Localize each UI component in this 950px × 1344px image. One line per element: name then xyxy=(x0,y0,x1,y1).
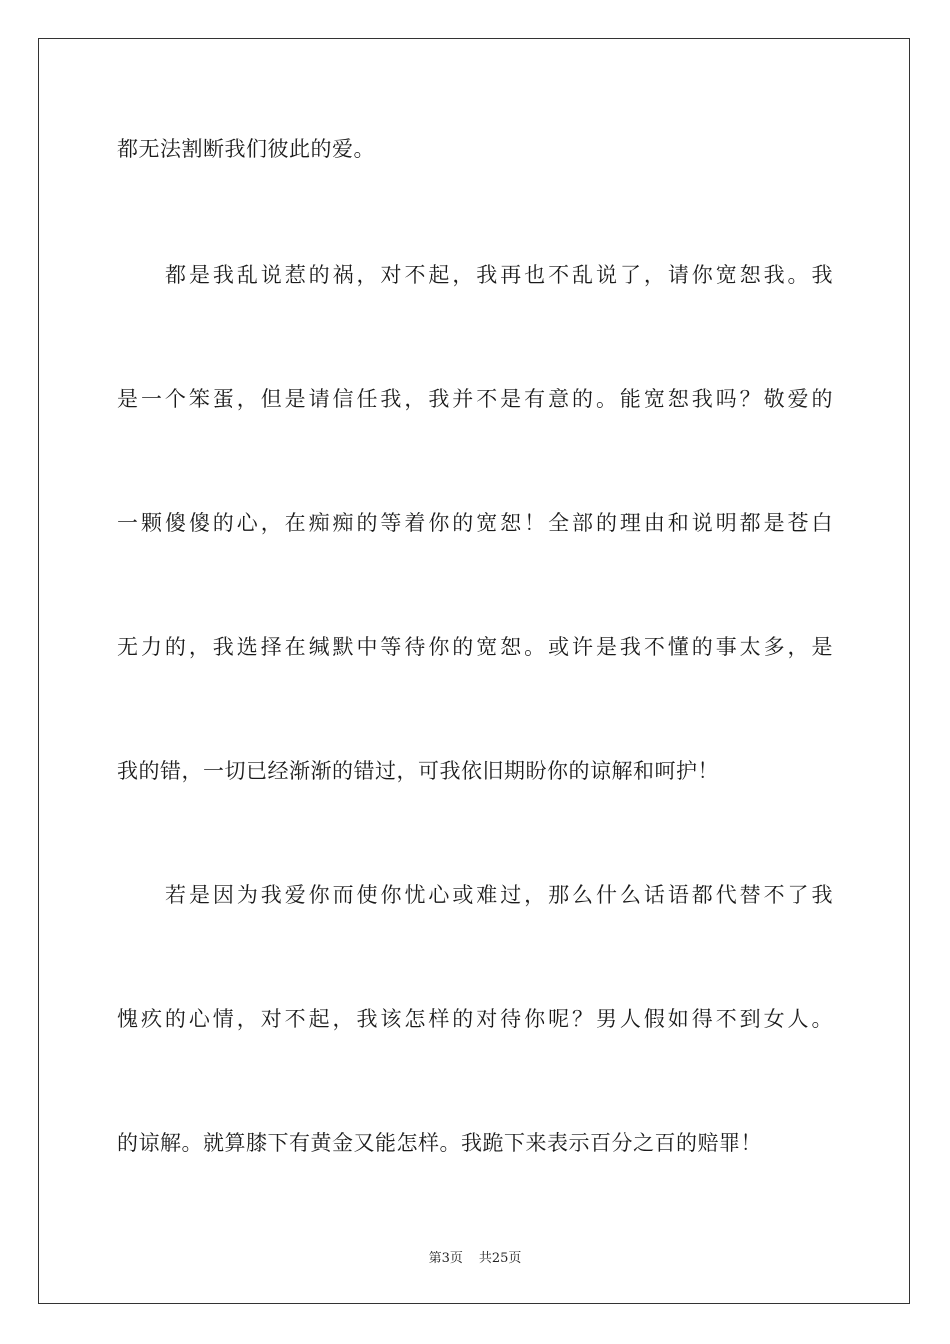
paragraph-2-line-3: 一颗傻傻的心，在痴痴的等着你的宽恕！全部的理由和说明都是苍白 xyxy=(117,511,833,535)
paragraph-3-line-1: 若是因为我爱你而使你忧心或难过，那么什么话语都代替不了我 xyxy=(165,883,833,907)
text-line-1: 都无法割断我们彼此的爱。 xyxy=(117,137,375,161)
paragraph-3-line-2: 愧疚的心情，对不起，我该怎样的对待你呢？男人假如得不到女人。 xyxy=(117,1007,833,1031)
paragraph-2-line-5: 我的错，一切已经渐渐的错过，可我依旧期盼你的谅解和呵护！ xyxy=(117,759,719,783)
page-footer xyxy=(0,1247,950,1266)
paragraph-2-line-2: 是一个笨蛋，但是请信任我，我并不是有意的。能宽恕我吗？敬爱的 xyxy=(117,387,833,411)
page-border xyxy=(38,38,910,1304)
paragraph-2-line-4: 无力的，我选择在缄默中等待你的宽恕。或许是我不懂的事太多，是 xyxy=(117,635,833,659)
paragraph-2-line-1: 都是我乱说惹的祸，对不起，我再也不乱说了，请你宽恕我。我 xyxy=(165,263,833,287)
page-number: 第3页 xyxy=(428,1251,463,1266)
page-total: 共25页 xyxy=(478,1251,522,1266)
paragraph-3-line-3: 的谅解。就算膝下有黄金又能怎样。我跪下来表示百分之百的赔罪！ xyxy=(117,1131,762,1155)
